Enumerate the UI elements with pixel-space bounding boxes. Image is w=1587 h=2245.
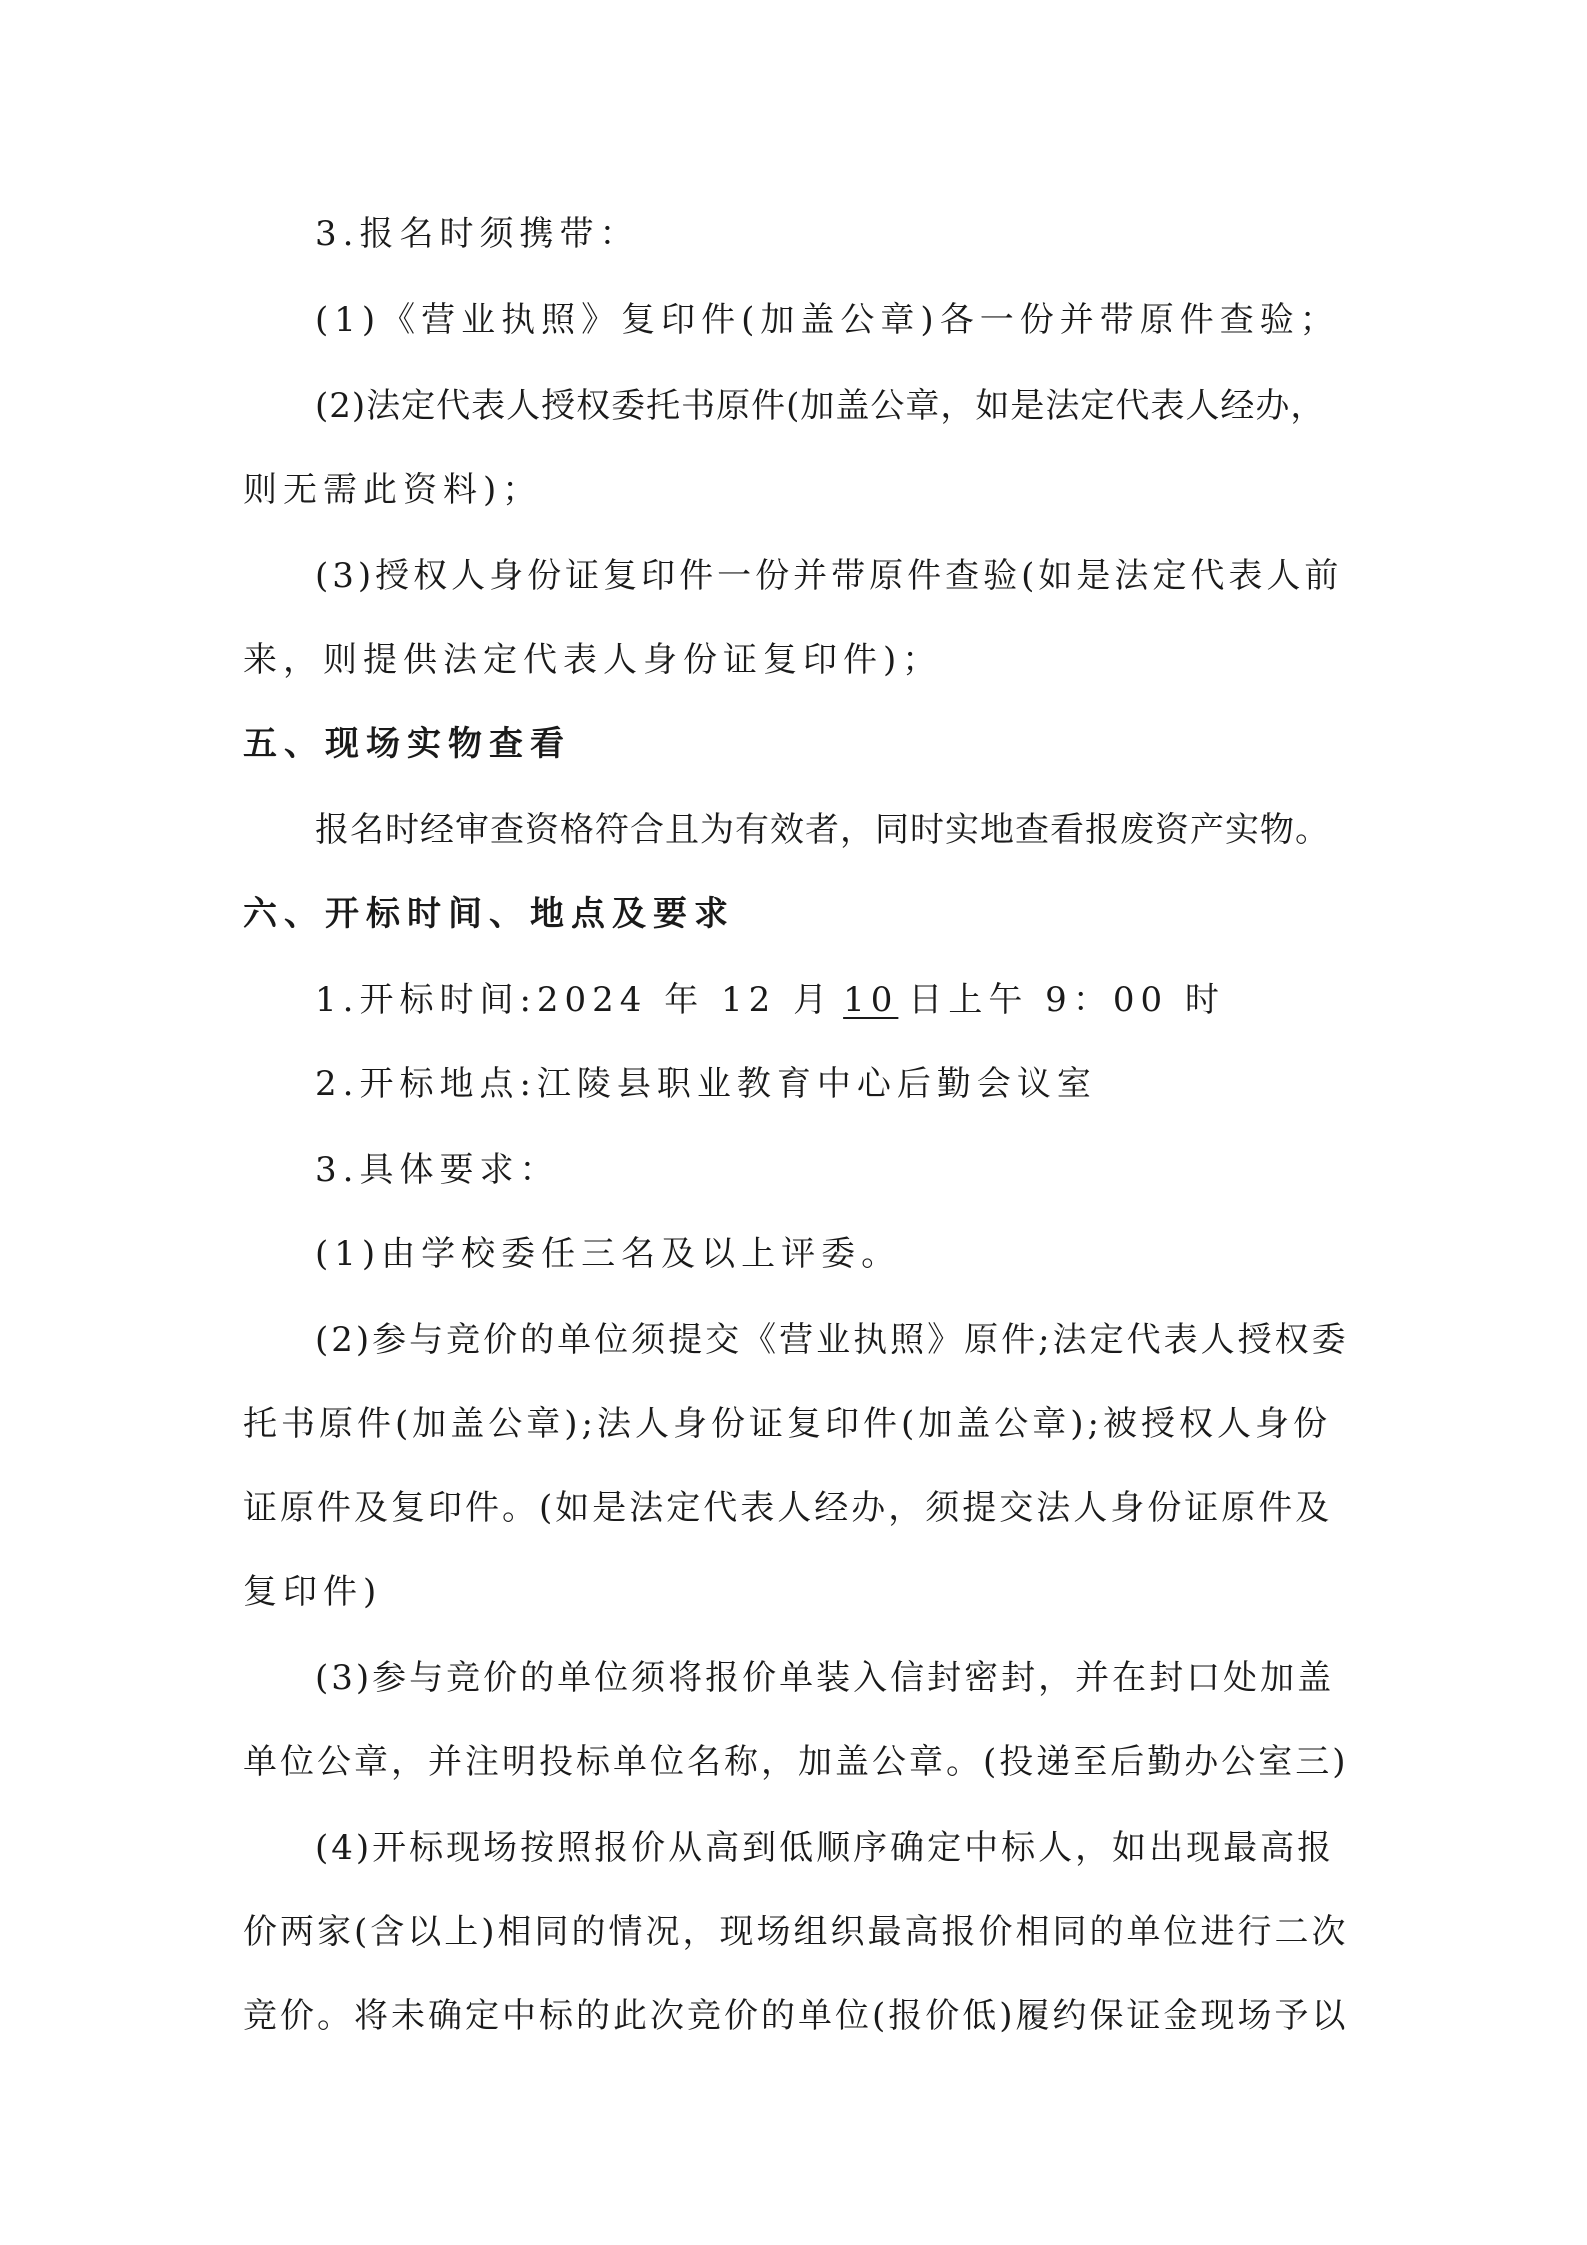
req-3-sealed-quote-cont: 单位公章，并注明投标单位名称，加盖公章。(投递至后勤办公室三) (243, 1742, 1349, 1782)
section-5-body: 报名时经审查资格符合且为有效者，同时实地查看报废资产实物。 (315, 810, 1330, 850)
item-open-location: 2.开标地点:江陵县职业教育中心后勤会议室 (315, 1064, 1097, 1104)
section-heading-6: 六、开标时间、地点及要求 (243, 894, 735, 934)
section-heading-5: 五、现场实物查看 (243, 724, 571, 764)
open-time-prefix: 1.开标时间:2024 年 12 月 (315, 980, 834, 1020)
item-authorization-letter: (2)法定代表人授权委托书原件(加盖公章，如是法定代表人经办， (315, 386, 1326, 426)
req-2-documents-cont-3: 复印件) (243, 1572, 383, 1612)
open-time-day: 10 (843, 980, 899, 1020)
item-3-registration-materials: 3.报名时须携带： (315, 214, 640, 254)
req-4-winner-selection-cont-2: 竞价。将未确定中标的此次竞价的单位(报价低)履约保证金现场予以 (243, 1996, 1349, 2036)
item-open-time (315, 976, 1225, 1024)
item-specific-requirements: 3.具体要求： (315, 1150, 560, 1190)
req-2-documents: (2)参与竞价的单位须提交《营业执照》原件;法定代表人授权委 (315, 1320, 1349, 1360)
req-2-documents-cont-1: 托书原件(加盖公章);法人身份证复印件(加盖公章);被授权人身份 (243, 1404, 1331, 1444)
item-business-license: (1)《营业执照》复印件(加盖公章)各一份并带原件查验； (315, 300, 1340, 340)
open-time-suffix: 日上午 9：00 时 (908, 980, 1225, 1020)
req-4-winner-selection-cont-1: 价两家(含以上)相同的情况，现场组织最高报价相同的单位进行二次 (243, 1912, 1349, 1952)
item-authorization-letter-cont: 则无需此资料)； (243, 470, 543, 510)
req-1-judges: (1)由学校委任三名及以上评委。 (315, 1234, 902, 1274)
req-4-winner-selection: (4)开标现场按照报价从高到低顺序确定中标人，如出现最高报 (315, 1828, 1335, 1868)
req-3-sealed-quote: (3)参与竞价的单位须将报价单装入信封密封，并在封口处加盖 (315, 1658, 1335, 1698)
item-id-card-copy: (3)授权人身份证复印件一份并带原件查验(如是法定代表人前 (315, 556, 1343, 596)
item-id-card-copy-cont: 来，则提供法定代表人身份证复印件)； (243, 640, 943, 680)
req-2-documents-cont-2: 证原件及复印件。(如是法定代表人经办，须提交法人身份证原件及 (243, 1488, 1333, 1528)
